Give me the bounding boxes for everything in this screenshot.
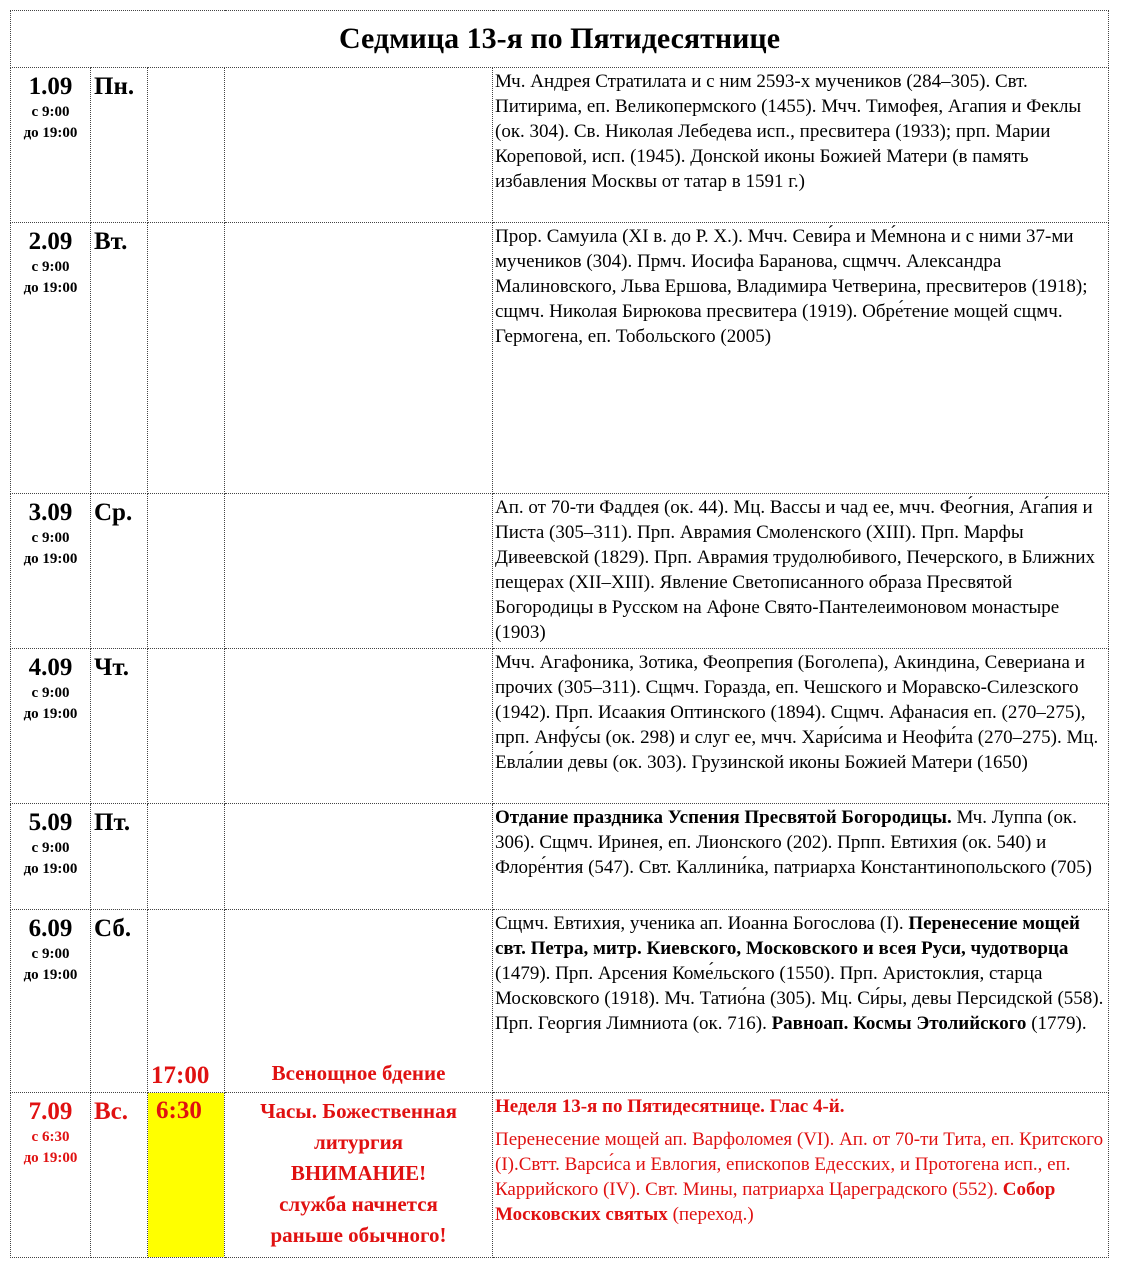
commemorations <box>493 223 1109 494</box>
commemorations <box>493 804 1109 910</box>
day-row <box>11 910 1109 1093</box>
service-name <box>225 1093 493 1258</box>
hours-from: с 9:00 <box>31 259 70 275</box>
service-time: 6:30 <box>148 1093 225 1258</box>
commemorations <box>493 1093 1109 1258</box>
memorial-text: Прор. Самуила (XI в. до Р. Х.). Мчч. Севи́ра и Ме́мнона и с ними 37-ми мучеников (304). Прмч. Иосифа Баранова, сщмчч. Александра Малиновского, Льва Ершова, Владимира Четверина, пресвитеров (1918); сщмч. Николая Бирюкова пресвитера (1919). Обре́тение мощей сщмч. Гермогена, еп. Тобольского (2005) <box>495 226 1088 347</box>
memorial-bold: Равноап. Космы Этолийского <box>771 1013 1027 1034</box>
memorial-text: Перенесение мощей ап. Варфоломея (VI). Ап. от 70-ти Тита, еп. Критского (I).Свтт. Варси́са и Евлогия, епископов Едесских, и Протогена исп., еп. Каррийского (IV). Свт. Мины, патриарха Цареградского (552). <box>495 1129 1104 1200</box>
sunday-row <box>11 1093 1109 1258</box>
sunday-heading: Неделя 13-я по Пятидесятнице. Глас 4-й. <box>495 1096 845 1117</box>
date-cell <box>11 804 91 910</box>
memorial-bold: Отдание праздника Успения Пресвятой Богородицы. <box>495 807 952 828</box>
day-of-week: Сб. <box>91 910 148 1093</box>
date: 4.09 <box>28 654 73 681</box>
hours-to: до 19:00 <box>23 706 78 722</box>
hours-to: до 19:00 <box>23 1150 78 1166</box>
service-time-cell <box>148 910 225 1093</box>
service-cell <box>225 223 493 494</box>
service-time-cell <box>148 494 225 649</box>
day-row <box>11 649 1109 804</box>
day-of-week: Чт. <box>91 649 148 804</box>
day-row <box>11 804 1109 910</box>
commemorations <box>493 68 1109 223</box>
day-of-week: Ср. <box>91 494 148 649</box>
memorial-text: Мчч. Агафоника, Зотика, Феопрепия (Боголепа), Акиндина, Севериана и прочих (305–311). Сщмч. Горазда, еп. Чешского и Моравско-Силезского (1942). Прп. Исаакия Оптинского (1894). Сщмч. Афанасия еп. (270–275), прп. Анфу́сы (ок. 298) и слуг ее, мчч. Хари́сима и Неофи́та (270–275). Мц. Евла́лии девы (ок. 303). Грузинской иконы Божией Матери (1650) <box>495 652 1099 773</box>
sunday-text <box>495 1127 1106 1227</box>
date-cell <box>11 649 91 804</box>
hours-from: с 6:30 <box>31 1129 70 1145</box>
memorial-text: Мч. Андрея Стратилата и с ним 2593-х мучеников (284–305). Свт. Питирима, еп. Великопермского (1455). Мчч. Тимофея, Агапия и Феклы (ок. 304). Св. Николая Лебедева исп., пресвитера (1933); прп. Марии Кореповой, исп. (1945). Донской иконы Божией Матери (в память избавления Москвы от татар в 1591 г.) <box>495 71 1082 192</box>
hours-to: до 19:00 <box>23 861 78 877</box>
hours-from: с 9:00 <box>31 104 70 120</box>
service-line: служба начнется <box>279 1192 438 1216</box>
service-time-cell <box>148 223 225 494</box>
date: 1.09 <box>28 73 73 100</box>
memorial-text: Сщмч. Евтихия, ученика ап. Иоанна Богослова (I). <box>495 913 909 934</box>
title-row <box>11 11 1109 68</box>
date: 7.09 <box>28 1098 73 1125</box>
service-cell <box>225 68 493 223</box>
hours-to: до 19:00 <box>23 125 78 141</box>
date-cell <box>11 1093 91 1258</box>
hours-to: до 19:00 <box>23 551 78 567</box>
service-cell <box>225 494 493 649</box>
service-time: 17:00 <box>151 1062 210 1089</box>
schedule-sheet <box>10 10 1108 1258</box>
day-of-week: Вт. <box>91 223 148 494</box>
service-cell <box>225 649 493 804</box>
service-cell <box>225 804 493 910</box>
day-of-week: Пн. <box>91 68 148 223</box>
day-row <box>11 223 1109 494</box>
service-cell <box>225 910 493 1093</box>
schedule-table <box>10 10 1109 1258</box>
commemorations <box>493 649 1109 804</box>
date-cell <box>11 494 91 649</box>
hours-from: с 9:00 <box>31 946 70 962</box>
memorial-bold: Перенесение мощей свт. Петра, митр. Киевского, Московского и всея Руси, чудотворца <box>495 913 1080 959</box>
memorial-text: (1779). <box>1026 1013 1087 1034</box>
memorial-text: Ап. от 70-ти Фаддея (ок. 44). Мц. Вассы и чад ее, мчч. Фео́гния, Ага́пия и Писта (305–311). Прп. Аврамия Смоленского (XIII). Прп. Марфы Дивеевской (1829). Прп. Аврамия трудолюбивого, Печерского, в Ближних пещерах (XII–XIII). Явление Светописанного образа Пресвятой Богородицы в Русском на Афоне Свято-Пантелеимоновом монастыре (1903) <box>495 497 1096 643</box>
hours-to: до 19:00 <box>23 280 78 296</box>
service-line: раньше обычного! <box>270 1223 447 1247</box>
memorial-text: (1479). Прп. Арсения Коме́льского (1550). Прп. Аристоклия, старца Московского (1918). Мч. Татио́на (305). Мц. Си́ры, девы Персидской (558). Прп. Георгия Лимниота (ок. 716). <box>495 963 1104 1034</box>
service-time-cell <box>148 804 225 910</box>
service-name: Всенощное бдение <box>271 1061 446 1085</box>
page-title: Седмица 13-я по Пятидесятнице <box>11 11 1109 68</box>
day-of-week: Пт. <box>91 804 148 910</box>
date: 5.09 <box>28 809 73 836</box>
date: 6.09 <box>28 915 73 942</box>
memorial-text: (переход.) <box>667 1204 754 1225</box>
service-line: ВНИМАНИЕ! <box>290 1161 427 1185</box>
memorial-bold: Собор Московских святых <box>495 1179 1056 1225</box>
service-time-cell <box>148 649 225 804</box>
service-time-cell <box>148 68 225 223</box>
hours-from: с 9:00 <box>31 840 70 856</box>
day-of-week: Вс. <box>91 1093 148 1258</box>
commemorations <box>493 494 1109 649</box>
date: 3.09 <box>28 499 73 526</box>
service-line: литургия <box>313 1130 404 1154</box>
date-cell <box>11 223 91 494</box>
day-row <box>11 68 1109 223</box>
day-row <box>11 494 1109 649</box>
memorial-text: Мч. Луппа (ок. 306). Сщмч. Иринея, еп. Лионского (202). Прпп. Евтихия (ок. 540) и Флоре́нтия (547). Свт. Каллини́ка, патриарха Константинопольского (705) <box>495 807 1092 878</box>
hours-from: с 9:00 <box>31 685 70 701</box>
date-cell <box>11 68 91 223</box>
date: 2.09 <box>28 228 73 255</box>
hours-from: с 9:00 <box>31 530 70 546</box>
service-line: Часы. Божественная <box>260 1099 457 1123</box>
date-cell <box>11 910 91 1093</box>
hours-to: до 19:00 <box>23 967 78 983</box>
commemorations <box>493 910 1109 1093</box>
